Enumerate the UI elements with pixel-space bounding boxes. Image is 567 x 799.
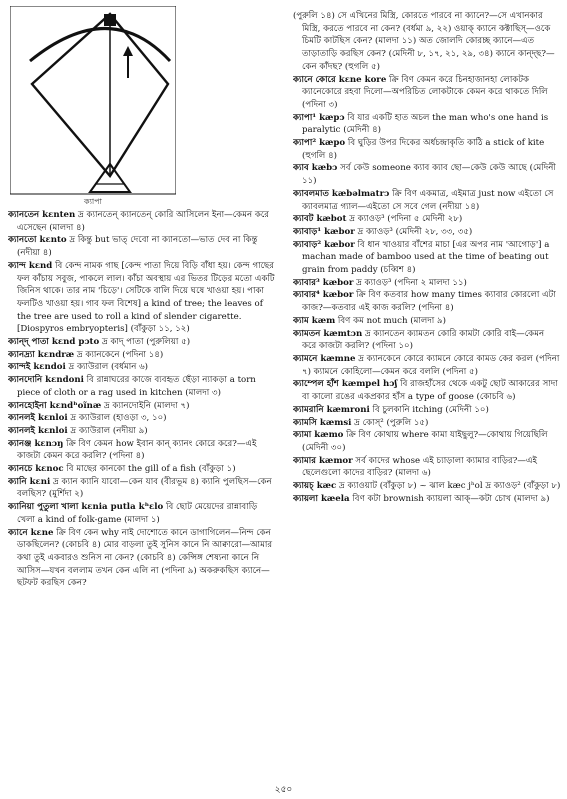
entry-headword: ক্যান্দ্‌ পাতা kεnd pɔto <box>8 337 100 348</box>
entry-headword: ক্যানদ্র্যা kεndræ <box>8 349 75 360</box>
entry-headword: ক্যানি kεni <box>8 476 51 487</box>
kite-drawing <box>10 6 176 196</box>
entry-headword: ক্যাব kæbɔ <box>293 163 338 174</box>
dictionary-entry <box>8 209 278 234</box>
dictionary-entry <box>293 10 561 74</box>
entry-headword: ক্যাপা² kæpo <box>293 138 346 149</box>
entry-headword: ক্যান্দ kεnd <box>8 260 53 271</box>
entry-body: দ্র ক্যানতেন্‌ ক্যানতেন্‌ কোরি আসিলেন ইনা—কেমন করে এসেছেন (মালদা ৪) <box>17 210 270 233</box>
dictionary-entry <box>293 289 561 314</box>
dictionary-entry <box>8 361 278 374</box>
figure-caption: ক্যাপা <box>84 197 102 206</box>
dictionary-entry <box>8 412 278 425</box>
dictionary-entry <box>293 213 561 226</box>
entry-headword: ক্যাবট kæbot <box>293 214 347 225</box>
dictionary-entry <box>293 277 561 290</box>
dictionary-entry <box>8 374 278 399</box>
entry-body: ক্রি বিণ কতবার how many times ক্যাবার কোরলো এটা কাজ?—কতবার এই কাজ করলি? (পদিনা ৪) <box>302 290 556 314</box>
dictionary-entry <box>293 315 561 328</box>
entry-headword: ক্যামনে kæmne <box>293 353 356 364</box>
entry-body: ক্রি বিণ কেমন how ইবান কান্‌ ক্যানং কোরে করে?—এই কাজটা কেমন করে করলি? (পদিনা ৪) <box>17 438 257 462</box>
entry-body: সর্ব কাদের whose এই চ্যাড়ালা ক্যামার বাড়ির?—এই ছেলেগুলো কাদের বাড়ির? (মালদা ৬) <box>302 455 537 479</box>
entry-body: বিণ কম not much (মালদা ৯) <box>337 315 446 326</box>
entry-body: দ্র ক্যাউরাল (বর্ধমান ৬) <box>68 362 149 373</box>
entry-body: দ্র ক্যানদোইনি (মালদা ৭) <box>103 400 190 411</box>
right-column <box>293 10 561 505</box>
dictionary-entry <box>293 328 561 353</box>
entry-body: দ্র ক্যানকেনে (পদিনা ১৪) <box>76 349 164 360</box>
entry-body: দ্র ক্যানকেনে কোরে ক্যামনে কোরে কামড কের করল (পদিনা ৭) ক্যামনে কোহিলো—কেমন করে বললি (পদিনা ৫) <box>302 353 560 377</box>
dictionary-entry <box>293 455 561 480</box>
entry-headword: ক্যান্দই kεndoi <box>8 362 66 373</box>
dictionary-entry <box>293 137 561 162</box>
entry-headword: ক্যানে kεne <box>8 527 54 538</box>
dictionary-entry <box>8 260 278 336</box>
entry-headword: ক্যানলই kεnloi <box>8 413 68 424</box>
entry-headword: ক্যামা kæmo <box>293 430 344 441</box>
entry-body: (পুরুলি ১৪) সে এখিনের মিস্ত্রি, কোরতে পারবে না ক্যানে?—সে এখানকার মিস্ত্রি, করতে পারবে না কেন? (বর্ধমা ৯, ২২) ওয়াক্‌ ক্যানে কক্টাছিস্‌—ওকে চিমটি কাটছিস কেন? (মালদা ১১) অত জোলদি কোরচ্ছ ক্যানে—এত তাড়াতাড়ি করছিস কেন? (মেদিনী ৮, ১৭, ২১, ২৯, ৩৪) ক্যানে কান্দ্‌ছ?—কেন কাঁদছ? (হুগলি ৫) <box>293 11 555 72</box>
dictionary-entry <box>8 438 278 463</box>
entry-headword: ক্যানতেন kεnten <box>8 210 76 220</box>
kite-illustration <box>10 6 176 206</box>
dictionary-entry <box>293 417 561 430</box>
entry-body: দ্র ক্যাউরাল (নদীয়া ৯) <box>70 425 148 436</box>
dictionary-entry <box>293 74 561 112</box>
dictionary-entry <box>293 493 561 506</box>
dictionary-entry <box>293 226 561 239</box>
entry-headword: ক্যাবার⁴ kæbor <box>293 290 354 301</box>
entry-body: দ্র কোস্‌² (পুরুলি ১৫) <box>354 417 429 428</box>
entry-headword: ক্যানহোইনা kεndʰoĩnæ <box>8 400 102 411</box>
entry-body: দ্র ক্যাওড়³ (পদিনা ২ মালদা ১১) <box>356 277 467 288</box>
entry-body: দ্র কাদ্‌ পাতা (পুরুলিয়া ৫) <box>102 337 191 348</box>
entry-headword: ক্যাবাড়² kæbor <box>293 239 355 250</box>
dictionary-entry <box>293 188 561 213</box>
entry-body: বি যার একটি হাত অচল the man who's one hand is paralytic (মেদিনী ৪) <box>302 112 549 136</box>
entry-body: বি ছোট মেয়েদের রান্নাবাড়ি খেলা a kind of folk-game (মালদা ১) <box>17 502 258 525</box>
entry-body: ক্রি বিণ একমাত্র, এইমাত্র just now এইতো সে ক্যাবলমাত্র গ্যাল—এইতো সে সবে গেল (নদীয়া ১৪) <box>302 188 554 212</box>
entry-headword: ক্যানলই kεnloi <box>8 425 68 436</box>
entry-body: বি চুলকানি itching (মেদিনী ১০) <box>372 404 489 415</box>
dictionary-entry <box>293 353 561 378</box>
entry-headword: ক্যাম্পেল হাঁশ kæmpel hɔʃ <box>293 379 398 390</box>
entry-body: সর্ব কেউ someone ক্যাব ক্যাব ছো—কেউ কেউ আছে (মেদিনী ১১) <box>302 163 556 187</box>
dictionary-entry <box>293 162 561 187</box>
dictionary-entry <box>8 400 278 413</box>
entry-body: ক্রি বিণ কেমন করে চিনহাজানহা লোকটক ক্যানেকোরে রহবা দিলো—অপরিচিত লোকটাকে কেমন করে থাকতে দিলি (পদিনা ৩) <box>302 74 548 110</box>
entry-body: বি কেন্দ নামক গাছ [কেন্দ পাতা দিয়ে বিড়ি বাঁধা হয়। কেন্দ গাছের ফল কাঁচায় সবুজ, পাকলে লাল। কাঁচা অবস্থায় এর ভিতর টিড়ের মতো একটি জিনিস থাকে। তার নাম 'চিড়ে'। সেটিকে বালি দিয়ে ঘষে খাওয়া হয়। পাকা ফলটিও খাওয়া হয়। গাব ফল বিশেষ] a kind of tree; the leaves of the tree are used to roll a kind of slender cigarette. [Diospyros embryopteris] (বাঁকুড়া ১১, ১২) <box>17 260 275 335</box>
entry-headword: ক্যানঞ্জ kεnɔŋ <box>8 438 64 449</box>
entry-headword: ক্যামরানি kæmroni <box>293 404 370 415</box>
dictionary-entry <box>8 463 278 476</box>
entry-headword: ক্যানিয়া পুতুলা খালা kεnia putla kʰεlo <box>8 502 164 513</box>
entry-headword: ক্যানচে kεnoc <box>8 464 64 475</box>
entry-body: বি রাজহাঁসের থেকে একটু ছোট আকারের সাদা বা কালো রঙের একপ্রকার হাঁস a type of goose (কোচবি ৬) <box>302 379 558 403</box>
entry-body: বি মাছের কানকো the gill of a fish (বাঁকুড়া ১) <box>66 464 236 475</box>
dictionary-entry <box>8 234 278 259</box>
dictionary-entry <box>293 239 561 277</box>
entry-body: বিণ কটা brownish ক্যায়লা আক্‌—কটা চোখ (মালদা ৯) <box>352 493 550 504</box>
entry-body: দ্র কিন্তু but ভাত্‌ দেবো না ক্যানতো—ভাত দেব না কিন্তু (নদীয়া ৪) <box>17 235 258 259</box>
page-number: ২৫০ <box>274 785 293 795</box>
entry-headword: ক্যানদোনি kεndoni <box>8 375 84 386</box>
dictionary-entry <box>293 112 561 137</box>
dictionary-entry <box>8 336 278 349</box>
entry-body: দ্র ক্যাওয়াট (বাঁকুড়া ৮) ~ ঝাল kæc jʰol দ্র ক্যাওড়² (বাঁকুড়া ৮) <box>339 481 561 492</box>
entry-body: দ্র ক্যান ক্যানি যাবো—কেন যাব (বীরভূম ৪) ক্যানি পুলছিস—কেন বলছিস? (মুর্শিদা ২) <box>17 476 272 500</box>
entry-headword: ক্যাম kæm <box>293 315 336 326</box>
entry-headword: ক্যাবাড়¹ kæbor <box>293 226 355 237</box>
entry-headword: ক্যানতো kεnto <box>8 235 67 246</box>
dictionary-entry <box>293 404 561 417</box>
dictionary-entry <box>8 425 278 438</box>
entry-headword: ক্যায়চ্‌ kæc <box>293 481 337 492</box>
dictionary-entry <box>293 480 561 493</box>
dictionary-entry <box>8 501 278 526</box>
entry-body: দ্র ক্যাউরাল (হাওড়া ৩, ১০) <box>70 413 167 424</box>
entry-body: দ্র ক্যাওড়³ (পদিনা ৫ মেদিনী ২৮) <box>349 214 463 225</box>
left-column <box>8 209 278 590</box>
entry-body: বি রান্নাঘরের কাজে ব্যবহৃত ছেঁড়া ন্যাকড়া a torn piece of cloth or a rag used in kitchen (মালদা ৩) <box>17 375 256 398</box>
dictionary-entry <box>8 476 278 501</box>
entry-headword: ক্যামার kæmor <box>293 455 353 466</box>
entry-headword: ক্যাবার³ kæbor <box>293 277 354 288</box>
entry-headword: ক্যায়লা kæela <box>293 493 350 504</box>
dictionary-entry <box>8 349 278 362</box>
entry-headword: ক্যাবলমাত kæbəlmatrɔ <box>293 188 390 199</box>
dictionary-entry <box>293 429 561 454</box>
entry-headword: ক্যামসি kæmsi <box>293 417 352 428</box>
entry-body: বি ধান খাওয়ার বাঁশের মাচা [এর অপর নাম 'আগোড়'] a machan made of bamboo used at the time of beating out grain from paddy (চব্বিশ ৪) <box>302 239 550 276</box>
entry-body: ক্রি বিণ কেন why নাই দোশোতে কানে ডাগাগিলেন—নিন্দ কেন ডাকছিলেন? (কোচবি ৪) মোর বাড়লা তুই সুনিস কানে নি আক্বারো—আমার কথা তুই একবারও শুনিস না কেন? (কোচবি ৪) কেন্সিঙ্গ শেষ্যনা কানে নি আসিস—যখন বললাম তখন কেন এলি না (পদিনা ৯) অকরুকছিস ক্যানে—ছটফট করছিস কেন? <box>17 527 273 589</box>
entry-body: বি ঘুড়ির উপর দিকের অর্ধচন্দ্রাকৃতি কাঠি a stick of kite (হুগলি ৪) <box>302 138 545 161</box>
dictionary-entry <box>8 527 278 591</box>
entry-body: দ্র ক্যাওড়³ (মেদিনী ২৮, ৩৩, ৩৫) <box>357 226 473 237</box>
entry-headword: ক্যাপা¹ kæpɔ <box>293 112 345 123</box>
dictionary-entry <box>293 378 561 403</box>
entry-headword: ক্যানে কোরে kεne kore <box>293 74 387 85</box>
entry-body: ক্রি বিণ কোথায় where কামা যাইছুলু?—কোথায় গিয়েছিলি (মেদিনী ৩০) <box>302 430 548 453</box>
entry-headword: ক্যামতন kæmtɔn <box>293 328 363 339</box>
entry-body: দ্র ক্যানতেন ক্যামতন কোরি কামটা কোরি বাই—কেমন করে কাজটা করলি? (পদিনা ১০) <box>302 328 545 352</box>
